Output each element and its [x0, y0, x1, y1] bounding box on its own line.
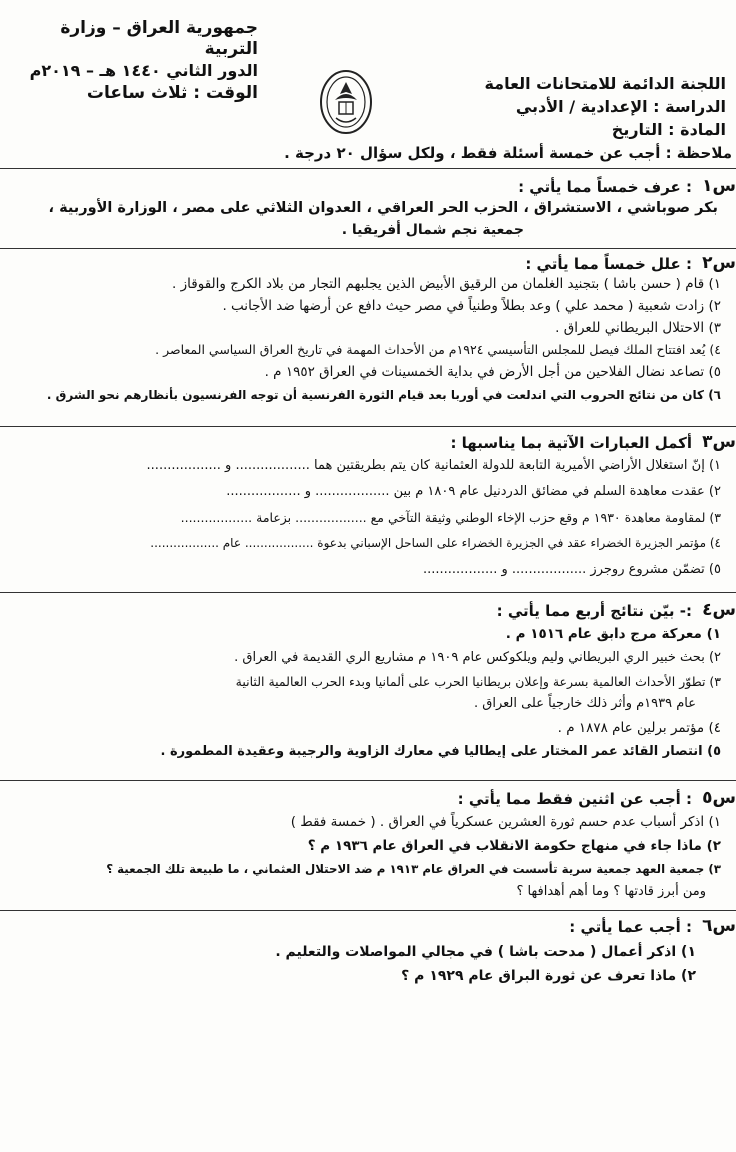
question-line: ٤) مؤتمر الجزيرة الخضراء عقد في الجزيرة الخضراء على الساحل الإسباني بدعوة .................. عام ..................	[150, 536, 721, 550]
question-line: ١) اذكر أعمال ( مدحت باشا ) في مجالي المواصلات والتعليم .	[275, 944, 696, 960]
header-committee-block	[476, 72, 726, 141]
question-line: ومن أبرز قادتها ؟ وما أهم أهدافها ؟	[516, 884, 706, 899]
question-title: : أجب عما يأتي :	[569, 918, 692, 936]
question-line: ٢) زادت شعبية ( محمد علي ) وعد بطلاً وطنياً في مصر حيث دافع عن أرضها ضد الأجانب .	[222, 298, 721, 314]
question-line: ٦) كان من نتائج الحروب التي اندلعت في أوربا بعد قيام الثورة الفرنسية أن توجه الفرنسيون بأنظارهم نحو الشرق .	[46, 388, 721, 402]
question-title: : علل خمساً مما يأتي :	[525, 255, 692, 273]
question-title: : أجب عن اثنين فقط مما يأتي :	[457, 790, 692, 808]
divider	[0, 168, 736, 169]
question-label: س١	[702, 176, 736, 196]
question-label: س٣	[702, 432, 736, 452]
question-label: س٢	[702, 253, 736, 273]
study-line: الدراسة : الإعدادية / الأدبي	[515, 97, 726, 116]
committee-line: اللجنة الدائمة للامتحانات العامة	[484, 74, 726, 93]
question-line: ٣) تطوّر الأحداث العالمية بسرعة وإعلان بريطانيا الحرب على ألمانيا وبدء الحرب العالمية الثانية	[235, 674, 721, 689]
question-line: ٢) ماذا تعرف عن ثورة البراق عام ١٩٢٩ م ؟	[401, 968, 696, 984]
question-line: ٢) ماذا جاء في منهاج حكومة الانقلاب في العراق عام ١٩٣٦ م ؟	[307, 838, 721, 854]
header-ministry-block	[8, 18, 258, 104]
question-line: ٢) بحث خبير الري البريطاني وليم ويلكوكس عام ١٩٠٩ م مشاريع الري القديمة في العراق .	[234, 650, 721, 665]
question-line: ٣) الاحتلال البريطاني للعراق .	[555, 320, 721, 336]
question-line: عام ١٩٣٩م وأثر ذلك خارجياً على العراق .	[473, 696, 696, 711]
question-line: جمعية نجم شمال أفريقيا .	[341, 222, 524, 238]
iraq-emblem-icon	[318, 68, 374, 136]
question-line: ٥) تضمّن مشروع روجرز .................. و ..................	[422, 562, 721, 577]
question-line: ١) قام ( حسن باشا ) بتجنيد الغلمان من الرقيق الأبيض الذين يجلبهم التجار من بلاد الكرج والقوقاز .	[172, 276, 721, 292]
question-label: س٦	[702, 916, 736, 936]
question-label: س٤	[702, 600, 736, 620]
question-line: ٥) انتصار القائد عمر المختار على إيطاليا في معارك الزاوية والرجيبة وعقيدة المطمورة .	[160, 744, 721, 759]
question-line: ٣) جمعية العهد جمعية سرية تأسست في العراق عام ١٩١٣ م ضد الاحتلال العثماني ، ما طبيعة تلك الجمعية ؟	[106, 862, 721, 876]
divider	[0, 910, 736, 911]
question-line: بكر صوباشي ، الاستشراق ، الحزب الحر العراقي ، العدوان الثلاثي على مصر ، الوزارة الأوربية ،	[48, 200, 718, 216]
question-line: ٤) مؤتمر برلين عام ١٨٧٨ م .	[557, 720, 721, 736]
subject-line: المادة : التاريخ	[611, 120, 726, 139]
question-line: ١) معركة مرج دابق عام ١٥١٦ م .	[505, 626, 721, 642]
question-title: أكمل العبارات الآتية بما يناسبها :	[450, 434, 692, 452]
question-line: ٤) يُعد افتتاح الملك فيصل للمجلس التأسيسي ١٩٢٤م من الأحداث المهمة في تاريخ العراق السياسي المعاصر .	[155, 342, 721, 357]
ministry-line: جمهورية العراق – وزارة التربية	[60, 18, 258, 59]
divider	[0, 780, 736, 781]
question-title: : عرف خمساً مما يأتي :	[518, 178, 692, 196]
exam-note: ملاحظة : أجب عن خمسة أسئلة فقط ، ولكل سؤال ٢٠ درجة .	[284, 144, 732, 162]
divider	[0, 592, 736, 593]
divider	[0, 248, 736, 249]
question-line: ٥) تصاعد نضال الفلاحين من أجل الأرض في بداية الخمسينات في العراق ١٩٥٢ م .	[264, 364, 721, 380]
question-line: ١) اذكر أسباب عدم حسم ثورة العشرين عسكرياً في العراق . ( خمسة فقط )	[290, 814, 721, 830]
question-label: س٥	[702, 788, 736, 808]
question-line: ٣) لمقاومة معاهدة ١٩٣٠ م وقع حزب الإخاء الوطني وثيقة التآخي مع .................. بزعامة ..................	[180, 510, 721, 525]
session-line: الدور الثاني ١٤٤٠ هـ – ٢٠١٩م	[29, 61, 258, 80]
time-line: الوقت : ثلاث ساعات	[86, 83, 258, 103]
question-line: ٢) عقدت معاهدة السلم في مضائق الدردنيل عام ١٨٠٩ م بين .................. و ..................	[226, 484, 721, 499]
divider	[0, 426, 736, 427]
question-title: :- بيّن نتائج أربع مما يأتي :	[496, 602, 692, 620]
question-line: ١) إنّ استغلال الأراضي الأميرية التابعة للدولة العثمانية كان يتم بطريقتين هما .................. و ..................	[146, 458, 721, 473]
